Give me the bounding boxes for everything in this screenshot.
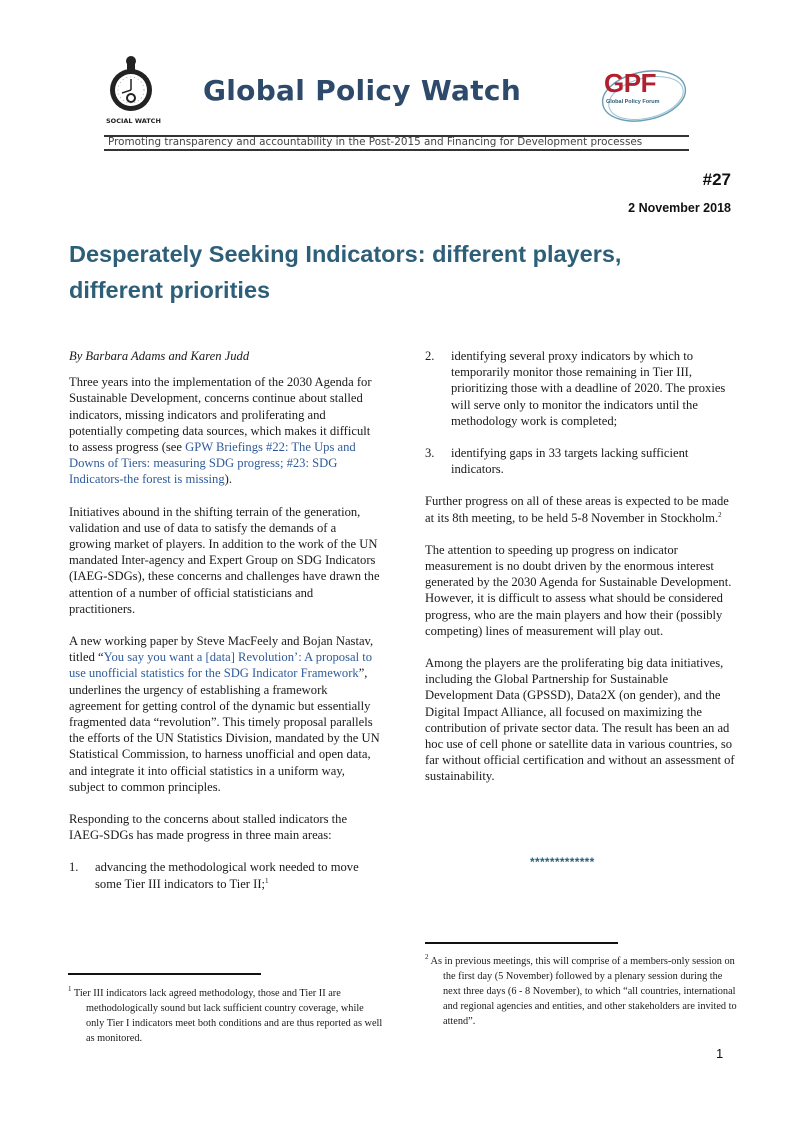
left-column — [69, 348, 381, 908]
footnote-ref-2[interactable]: 2 — [718, 510, 722, 519]
paragraph-3-end: ”, underlines the urgency of establishing a framework agreement for getting control of the dynamic but essentially fragmented data “revolution”. This timely proposal parallels the efforts of the UN Statistics Division, mandated by the UN Statistical Commission, to harness unofficial and open data, and integrate it into official statistics in a uniform way, subject to common principles. — [69, 666, 380, 794]
tagline: Promoting transparency and accountability in the Post-2015 and Financing for Development processes — [108, 136, 643, 148]
paragraph-7: Among the players are the proliferating big data initiatives, including the Global Partnership for Sustainable Development Data (GPSSD), Data2X (on gender), and the Digital Impact Alliance, all focused on maximizing the contribution of private sector data. The result has been an ad hoc use of cell phone or satellite data in various countries, so far without official certification and without an assessment of sustainability. — [425, 656, 735, 784]
list-item-1 — [69, 859, 381, 891]
footnote-number: 1 — [68, 985, 72, 993]
gpf-logo — [598, 66, 690, 128]
list-number: 1. — [69, 860, 79, 875]
publication-title: Global Policy Watch — [203, 74, 522, 107]
article-title: Desperately Seeking Indicators: different players, different priorities — [69, 241, 622, 303]
section-separator: ************* — [530, 855, 595, 869]
paragraph-3 — [69, 633, 381, 795]
list-text: identifying several proxy indicators by which to temporarily monitor those remaining in Tier III, prioritizing those with a deadline of 2020. The proxies will serve only to monitor the indicators until the methodology work is completed; — [451, 349, 726, 428]
footnote-separator — [425, 942, 618, 944]
right-column — [425, 348, 737, 801]
list-item-3 — [425, 445, 737, 477]
working-paper-link[interactable]: You say you want a [data] Revolution’: A proposal to use unofficial statistics for the SDG Indicator Framework — [69, 650, 373, 681]
paragraph-1-text: Three years into the implementation of the 2030 Agenda for Sustainable Development, concerns continue about stalled indicators, missing indicators and proliferating and potentially competing data sources, which makes it difficult to assess progress (see — [69, 375, 372, 455]
issue-number: #27 — [702, 170, 731, 189]
tagline-bottom-rule — [104, 149, 689, 151]
gpw-briefings-link[interactable]: GPW Briefings #22: The Ups and Downs of Tiers: measuring SDG progress; #23: SDG Indicators-the forest is missing — [69, 440, 356, 487]
footnote-text: As in previous meetings, this will comprise of a members-only session on the first day (5 November) followed by a plenary session during the next three days (6 - 8 November), to which “all countries, international and regional agencies and entities, and other stakeholders are invited to attend”. — [430, 956, 737, 1027]
footnote-separator — [68, 973, 261, 975]
paragraph-6: The attention to speeding up progress on indicator measurement is no doubt driven by the enormous interest generated by the 2030 Agenda for Sustainable Development. However, it is difficult to assess what should be considered progress, who are the main players and how their (possibly competing) lines of measurement will play out. — [425, 542, 732, 638]
paragraph-5-text: Further progress on all of these areas is expected to be made at its 8th meeting, to be held 5-8 November in Stockholm. — [425, 494, 729, 525]
list-text: identifying gaps in 33 targets lacking sufficient indicators. — [451, 446, 689, 477]
social-watch-logo — [106, 52, 161, 132]
list-number: 2. — [425, 349, 435, 363]
list-text: advancing the methodological work needed to move some Tier III indicators to Tier II; — [95, 860, 359, 891]
byline: By Barbara Adams and Karen Judd — [69, 349, 250, 363]
paragraph-3-text: A new working paper by Steve MacFeely and Bojan Nastav, titled “ — [69, 634, 374, 665]
gpf-subtitle: Global Policy Forum — [606, 99, 660, 105]
paragraph-1-end: ). — [224, 472, 232, 487]
paragraph-4: Responding to the concerns about stalled indicators the IAEG-SDGs has made progress in three main areas: — [69, 812, 348, 843]
footnote-1 — [68, 986, 383, 1046]
footnote-number: 2 — [425, 953, 429, 961]
list-number: 3. — [425, 446, 435, 461]
paragraph-5 — [425, 493, 737, 525]
footnote-text: Tier III indicators lack agreed methodology, those and Tier II are methodologically sound but lack sufficient country coverage, while only Tier I indicators meet both conditions and are thus reported as well as monitored. — [73, 988, 383, 1044]
gpf-letters: GPF — [604, 68, 656, 98]
footnote-2 — [425, 954, 737, 1029]
paragraph-1 — [69, 374, 381, 487]
page-number: 1 — [716, 1046, 724, 1061]
footnote-ref-1[interactable]: 1 — [265, 876, 269, 885]
paragraph-2: Initiatives abound in the shifting terrain of the generation, validation and use of data to satisfy the demands of a growing market of players. In addition to the work of the UN mandated Inter-agency and Expert Group on SDG Indicators (IAEG-SDGs), these concerns and challenges have drawn the attention of a number of official statisticians and practitioners. — [69, 504, 380, 616]
list-item-2 — [425, 348, 737, 429]
issue-date: 2 November 2018 — [628, 201, 731, 215]
social-watch-label: SOCIAL WATCH — [106, 117, 161, 125]
